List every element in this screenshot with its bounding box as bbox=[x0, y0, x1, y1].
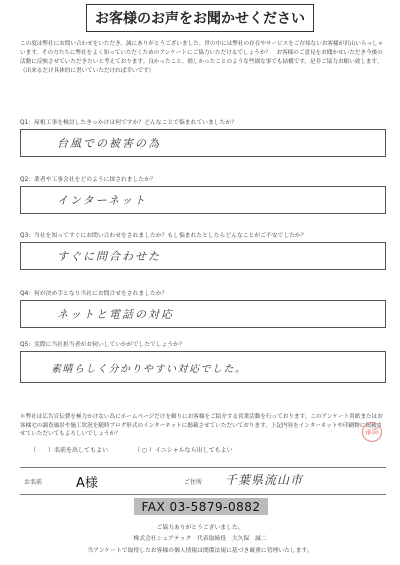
question-label: Q3：当社を知ってすぐにお問い合わせをされましたか？もし悩まれたとしたらどんなことがご不安でしたか？ bbox=[20, 233, 307, 239]
answer-box[interactable] bbox=[20, 242, 386, 270]
question-label: Q5：実際に当社担当者がお伺いしていかがでしたでしょうか？ bbox=[20, 342, 185, 348]
fax-number: FAX 03-5879-0882 bbox=[134, 498, 268, 515]
address-label: ご住所 bbox=[184, 479, 203, 486]
footer-thanks: ご協力ありがとうございました。 bbox=[156, 525, 244, 531]
answer-box[interactable] bbox=[20, 300, 386, 328]
handwritten-answer: 台風での被害の為 bbox=[57, 137, 161, 150]
question-1 bbox=[20, 119, 386, 157]
handwritten-answer: 素晴らしく分かりやすい対応でした。 bbox=[51, 364, 247, 375]
name-value[interactable]: A様 bbox=[76, 476, 98, 491]
intro-text: この度は弊社にお問い合わせをいただき、誠にありがとうございました。世の中には弊社の存在やサービスをご存知ないお客様が沢山いらっしゃいます。その方たちに弊社をよく知っていただくためのアンケートにご協力いただけるでしょうか？ お客様のご意見をお聞かせいただき今後の活動に反映させていただきたいと考えております。良かったこと、嬉しかったことのような些細な事でも結構です。是非ご協力お願い致します。（出来るだけ具体的に書いていただければ幸いです） bbox=[20, 41, 384, 74]
question-label: Q4：何が決め手となり当社にお問合せをされましたか？ bbox=[20, 291, 168, 297]
answer-box[interactable] bbox=[20, 351, 386, 383]
consent-option-initials[interactable]: （ ○ ）イニシャルなら出してもよい bbox=[133, 447, 233, 454]
footer-privacy: 当アンケートで取得したお客様の個人情報は関係法規に基づき厳重に管理いたします。 bbox=[87, 548, 313, 554]
name-label: お名前 bbox=[24, 479, 43, 486]
consent-options bbox=[30, 445, 257, 454]
survey-title: お客様のお声をお聞かせください bbox=[86, 4, 314, 32]
handwritten-answer: すぐに問合わせた bbox=[57, 250, 161, 263]
question-5 bbox=[20, 341, 386, 383]
approval-stamp: 承認 bbox=[360, 420, 384, 444]
publication-notice: ＊弊社は広告宣伝費を極力かけない為にホームページだけを頼りにお客様をご紹介する営業活動を行っております。このアンケート用紙またはお客様宅の調査風景や施工状況を随時ブログ形式のインターネットに掲載させていただいております。上記内容をインターネットや印刷物に掲載させていただいてもよろしいでしょうか？ bbox=[20, 414, 383, 437]
answer-box[interactable] bbox=[20, 129, 386, 157]
question-label: Q2：業者や工事会社をどのように探されましたか？ bbox=[20, 177, 156, 183]
footer-company: 株式会社シェアテック 代表取締役 大久保 誠二 bbox=[133, 536, 267, 542]
consent-option-name[interactable]: （ ）名前を出してもよい bbox=[30, 447, 109, 454]
answer-box[interactable] bbox=[20, 186, 386, 214]
question-3 bbox=[20, 232, 386, 270]
question-2 bbox=[20, 176, 386, 214]
customer-info-row bbox=[20, 467, 386, 495]
question-label: Q1：屋根工事を検討したきっかけは何ですか？どんなことで悩まれていましたか？ bbox=[20, 120, 237, 126]
handwritten-answer: インターネット bbox=[57, 194, 148, 207]
question-4 bbox=[20, 290, 386, 328]
handwritten-answer: ネットと電話の対応 bbox=[57, 308, 174, 321]
address-value[interactable]: 千葉県流山市 bbox=[225, 473, 304, 487]
